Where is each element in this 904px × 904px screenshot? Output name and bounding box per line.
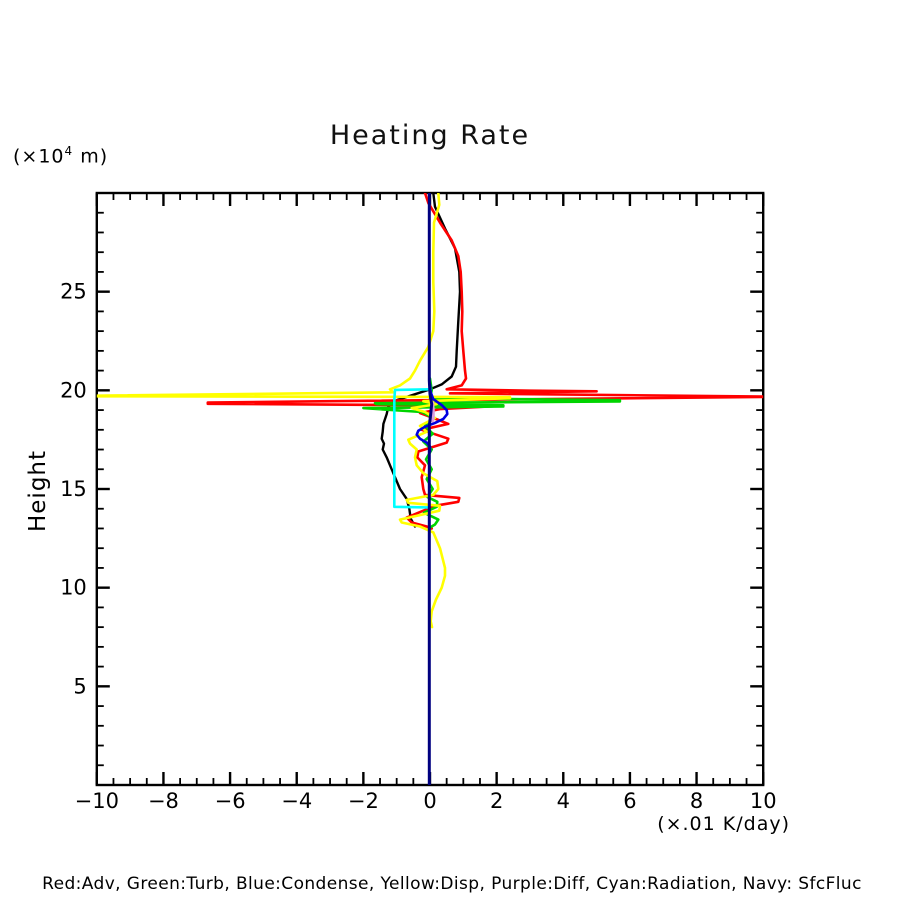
x-tick-label: 10 xyxy=(749,789,777,813)
y-axis-unit-label xyxy=(13,144,108,167)
x-tick-label: −10 xyxy=(74,789,119,813)
y-tick-label: 10 xyxy=(60,575,87,600)
x-tick-label: 8 xyxy=(689,789,704,813)
y-unit-suffix: m) xyxy=(73,145,109,168)
y-tick-label: 20 xyxy=(60,378,87,403)
y-unit-prefix: (×10 xyxy=(13,145,65,168)
y-tick-label: 15 xyxy=(60,477,87,501)
y-tick-label: 5 xyxy=(73,674,87,699)
x-tick-label: 4 xyxy=(556,789,570,813)
x-tick-label: 6 xyxy=(623,789,637,813)
x-tick-label: −4 xyxy=(281,789,313,813)
series-disp xyxy=(97,193,510,627)
x-axis-unit-label: (×.01 K/day) xyxy=(657,813,790,835)
y-unit-exponent: 4 xyxy=(64,144,74,158)
tick-labels xyxy=(60,280,777,813)
x-tick-label: −8 xyxy=(147,789,179,813)
y-axis-title: Height xyxy=(25,449,51,533)
x-tick-label: −2 xyxy=(347,789,379,813)
x-tick-label: −6 xyxy=(214,789,246,813)
series-group xyxy=(97,193,763,785)
y-tick-label: 25 xyxy=(60,279,87,304)
series-adv xyxy=(208,193,763,529)
chart-title: Heating Rate xyxy=(329,120,531,151)
x-tick-label: 0 xyxy=(423,789,437,813)
x-tick-label: 2 xyxy=(489,789,504,813)
legend-text: Red:Adv, Green:Turb, Blue:Condense, Yellow:Disp, Purple:Diff, Cyan:Radiation, Navy: SfcFluc xyxy=(42,874,862,894)
